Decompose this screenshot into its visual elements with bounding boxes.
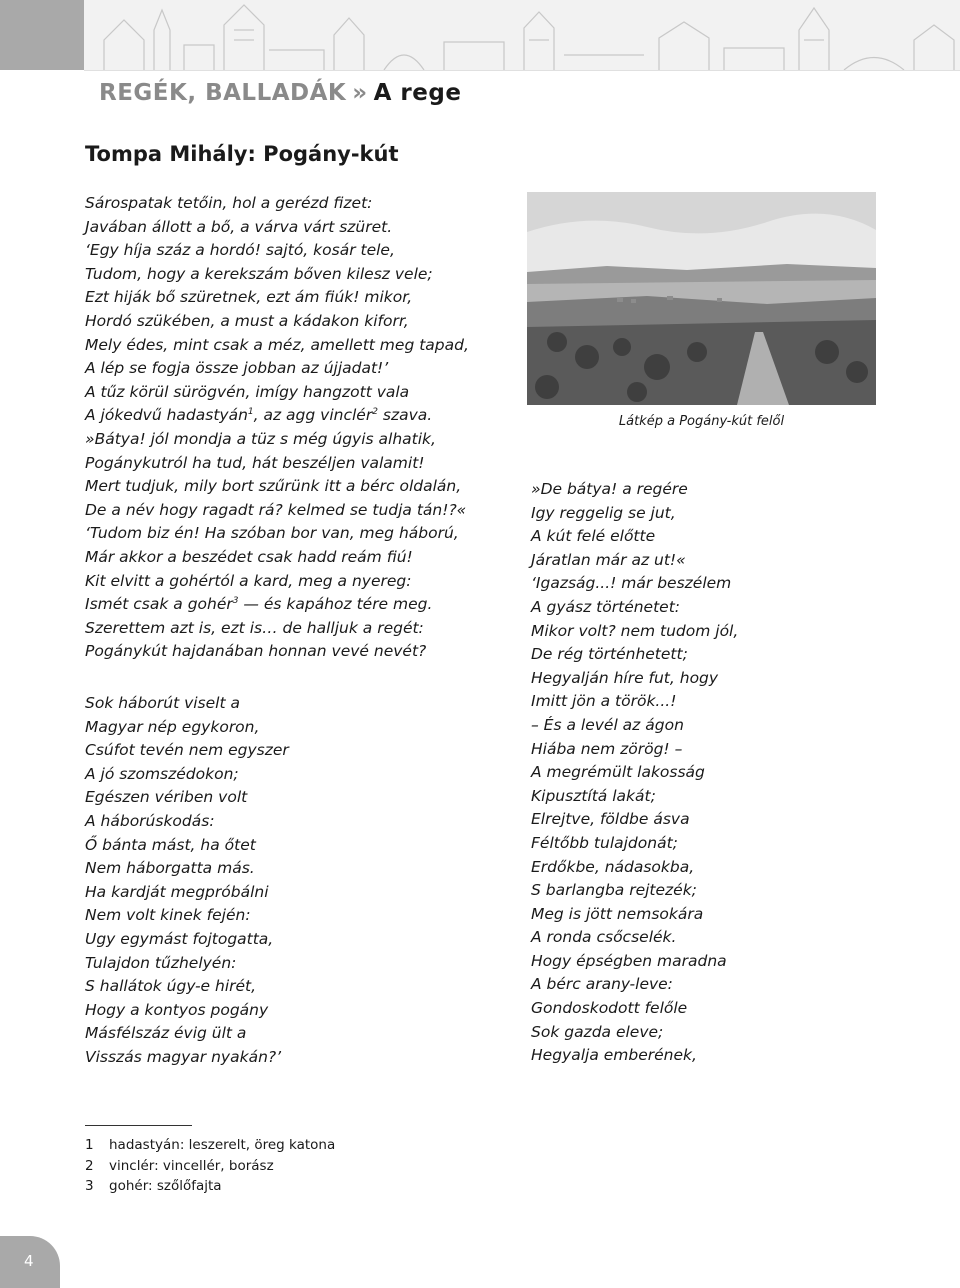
verse-line: Ezt hiják bő szüretnek, ezt ám fiúk! mikor, (85, 288, 413, 307)
verse-line: Hegyalján híre fut, hogy (531, 668, 719, 687)
landscape-illustration (527, 192, 876, 405)
verse-line: ‘Egy híja száz a hordó! sajtó, kosár tele, (85, 241, 395, 260)
footnote-text: gohér: szőlőfajta (109, 1178, 222, 1194)
footnote-divider (85, 1125, 192, 1126)
verse-line: A lép se fogja össze jobban az újjadat!’ (85, 359, 389, 378)
verse-line: Mikor volt? nem tudom jól, (531, 621, 739, 640)
verse-line: Pogánykutról ha tud, hát beszéljen valamit! (85, 453, 425, 472)
verse-line: Szerettem azt is, ezt is… de halljuk a regét: (85, 618, 424, 637)
verse-line: Meg is jött nemsokára (531, 904, 704, 923)
verse-line (85, 593, 469, 617)
stanza-2 (85, 692, 289, 1070)
verse-line: Igy reggelig se jut, (531, 503, 676, 522)
verse-line: A bérc arany-leve: (531, 975, 673, 994)
stanza-1 (85, 192, 469, 664)
section-header (99, 80, 461, 106)
verse-line: A gyász történetet: (531, 597, 680, 616)
verse-line: Hogy a kontyos pogány (85, 1000, 269, 1019)
footnote-number: 1 (85, 1137, 94, 1153)
verse-line: Már akkor a beszédet csak hadd reám fiú! (85, 547, 413, 566)
verse-line: Tulajdon tűzhelyén: (85, 953, 237, 972)
subcategory-label: A rege (373, 80, 462, 106)
verse-line: Hiába nem zörög! – (531, 739, 683, 758)
footnote-ref: 3 (232, 595, 239, 606)
header-illustration (84, 0, 960, 70)
verse-line: A tűz körül sürögvén, imígy hangzott vala (85, 382, 410, 401)
verse-line: »Bátya! jól mondja a tüz s még úgyis alhatik, (85, 429, 436, 448)
verse-line: Pogánykút hajdanában honnan vevé nevét? (85, 642, 427, 661)
footnote (85, 1135, 335, 1156)
verse-line: Mely édes, mint csak a méz, amellett meg tapad, (85, 335, 469, 354)
verse-line: ‘Tudom biz én! Ha szóban bor van, meg háború, (85, 524, 459, 543)
verse-line: ‘Igazság...! már beszélem (531, 574, 732, 593)
verse-line: Féltőbb tulajdonát; (531, 833, 678, 852)
verse-text: szava. (377, 406, 433, 425)
verse-line: De a név hogy ragadt rá? kelmed se tudja tán!?« (85, 500, 467, 519)
verse-line: A ronda csőcselék. (531, 928, 677, 947)
verse-line: Magyar nép egykoron, (85, 717, 260, 736)
verse-line: Sok gazda eleve; (531, 1022, 664, 1041)
footnote (85, 1176, 335, 1197)
verse-line: Erdőkbe, nádasokba, (531, 857, 695, 876)
verse-line: Nem háborgatta más. (85, 859, 255, 878)
verse-line: Tudom, hogy a kerekszám bőven kilesz vele; (85, 264, 433, 283)
verse-line: Járatlan már az ut!« (531, 550, 686, 569)
verse-line: Ugy egymást fojtogatta, (85, 929, 274, 948)
verse-text: Ismét csak a gohér (85, 595, 233, 614)
footnote-text: vinclér: vincellér, borász (109, 1157, 274, 1174)
verse-line: Visszás magyar nyakán?’ (85, 1047, 282, 1066)
double-chevron-icon: » (352, 80, 368, 106)
verse-line: Ő bánta mást, ha őtet (85, 835, 256, 854)
landscape-photo (527, 192, 876, 405)
verse-line (85, 404, 469, 428)
footnote-ref: 1 (247, 407, 254, 418)
footnote-number: 3 (85, 1178, 94, 1194)
verse-line: Kit elvitt a gohértól a kard, meg a nyereg: (85, 571, 412, 590)
verse-line: »De bátya! a regére (531, 480, 688, 498)
verse-text: , az agg vinclér (253, 406, 373, 425)
verse-line: A kút felé előtte (531, 527, 656, 546)
verse-line: Nem volt kinek fején: (85, 906, 251, 925)
verse-line: De rég történhetett; (531, 645, 688, 664)
verse-line: Mert tudjuk, mily bort szűrünk itt a bérc oldalán, (85, 477, 462, 496)
verse-line: S barlangba rejtezék; (531, 881, 697, 900)
poem-title: Tompa Mihály: Pogány-kút (85, 142, 399, 166)
footnote (85, 1156, 335, 1177)
verse-line: Egészen vériben volt (85, 788, 248, 807)
verse-line: Másfélszáz évig ült a (85, 1024, 247, 1043)
header-divider (84, 70, 960, 71)
verse-line: Elrejtve, földbe ásva (531, 810, 690, 829)
footnote-ref: 2 (372, 407, 378, 418)
footnote-number: 2 (85, 1157, 94, 1174)
stanza-3 (531, 478, 738, 1068)
verse-text: A jókedvű hadastyán (85, 406, 248, 425)
verse-line: A megrémült lakosság (531, 763, 705, 782)
category-label: REGÉK, BALLADÁK (99, 80, 347, 106)
verse-line: – És a levél az ágon (531, 715, 684, 734)
verse-line: Javában állott a bő, a várva várt szüret. (85, 217, 393, 236)
verse-line: Sárospatak tetőin, hol a gerézd fizet: (85, 194, 373, 212)
verse-line: Imitt jön a török...! (531, 692, 677, 711)
verse-line: Hordó szükében, a must a kádakon kiforr, (85, 311, 409, 330)
verse-line: A jó szomszédokon; (85, 764, 239, 783)
castle-sketch (84, 0, 960, 70)
verse-line: Kipusztítá lakát; (531, 786, 656, 805)
corner-block (0, 0, 84, 70)
verse-text: — és kapához tére meg. (238, 595, 433, 614)
verse-line: Sok háborút viselt a (85, 694, 240, 712)
verse-line: S hallátok úgy-e hirét, (85, 977, 257, 996)
footnote-text: hadastyán: leszerelt, öreg katona (109, 1137, 336, 1153)
photo-caption: Látkép a Pogány-kút felől (618, 414, 785, 429)
footnotes (85, 1135, 335, 1197)
verse-line: Csúfot tevén nem egyszer (85, 741, 289, 760)
verse-line: Gondoskodott felőle (531, 999, 688, 1018)
verse-line: Ha kardját megpróbálni (85, 882, 269, 901)
verse-line: A háborúskodás: (85, 811, 215, 830)
page-number: 4 (24, 1252, 34, 1270)
verse-line: Hogy épségben maradna (531, 951, 727, 970)
verse-line: Hegyalja emberének, (531, 1046, 697, 1065)
